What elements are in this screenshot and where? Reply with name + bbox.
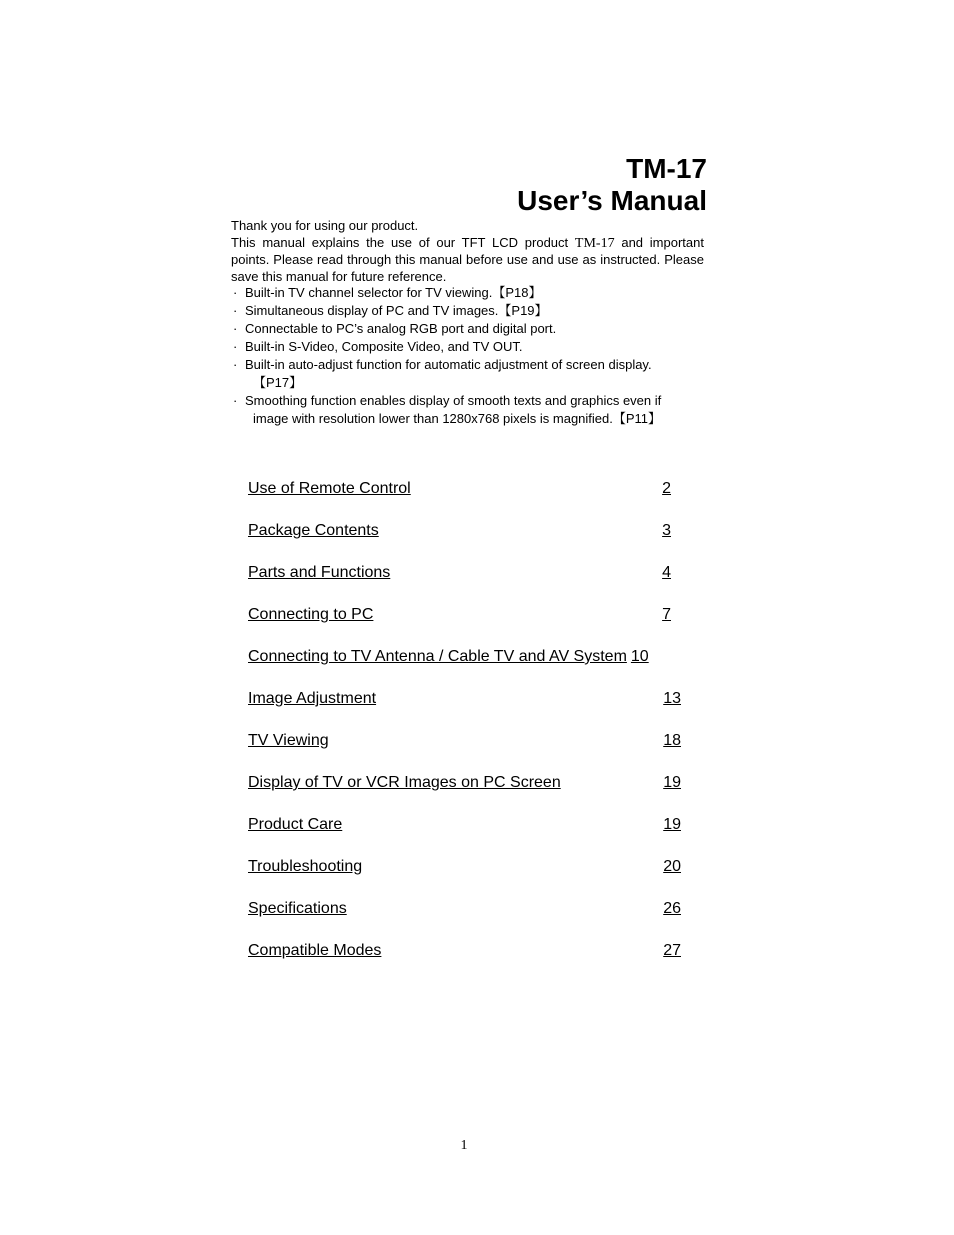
model-title: TM-17 <box>626 153 707 184</box>
feature-text: Built-in auto-adjust function for automatic adjustment of screen display. <box>245 357 652 372</box>
toc-entry-troubleshooting[interactable] <box>248 855 681 897</box>
bullet-mark: · <box>233 303 238 318</box>
toc-entry-connecting-to-pc[interactable] <box>248 603 671 645</box>
toc-entry-tv-viewing[interactable] <box>248 729 681 771</box>
intro-model-name: TM-17 <box>574 235 615 251</box>
toc-entry-title: Product Care <box>248 816 343 833</box>
toc-entry-page: 26 <box>663 900 681 917</box>
toc-entry-page: 13 <box>663 690 681 707</box>
bullet-mark: · <box>233 285 238 300</box>
table-of-contents <box>248 477 688 981</box>
toc-entry-compatible-modes[interactable] <box>248 939 681 981</box>
bullet-mark: · <box>233 339 238 354</box>
bullet-mark: · <box>233 321 238 336</box>
toc-entry-display-on-pc[interactable] <box>248 771 681 813</box>
intro-thanks: Thank you for using our product. <box>231 218 419 233</box>
manual-subtitle: User’s Manual <box>517 185 707 216</box>
feature-item <box>233 356 708 392</box>
bullet-mark: · <box>233 393 238 408</box>
feature-text: Built-in TV channel selector for TV viewing.【P18】 <box>245 285 542 300</box>
toc-entry-page: 3 <box>662 522 671 539</box>
feature-item <box>233 284 708 302</box>
toc-entry-page: 2 <box>662 480 671 497</box>
toc-entry-image-adjustment[interactable] <box>248 687 681 729</box>
toc-entry-title: Specifications <box>248 900 347 917</box>
toc-entry-page: 19 <box>663 816 681 833</box>
intro-section <box>231 218 704 285</box>
feature-text: Smoothing function enables display of smooth texts and graphics even if <box>245 393 662 408</box>
intro-text-before: This manual explains the use of our TFT LCD product <box>231 234 575 250</box>
feature-item <box>233 302 708 320</box>
toc-entry-title: Use of Remote Control <box>248 480 411 497</box>
feature-text: Connectable to PC’s analog RGB port and digital port. <box>245 321 557 336</box>
bullet-mark: · <box>233 357 238 372</box>
intro-text-after: and important points. Please read through this manual before use and use as instructed. Please save this manual for future reference. <box>231 234 704 284</box>
toc-entry-product-care[interactable] <box>248 813 681 855</box>
document-title <box>517 153 707 217</box>
toc-entry-title: Troubleshooting <box>248 858 363 875</box>
feature-item <box>233 338 708 356</box>
toc-entry-page: 4 <box>662 564 671 581</box>
toc-entry-parts-and-functions[interactable] <box>248 561 671 603</box>
feature-text-continued: image with resolution lower than 1280x768 pixels is magnified.【P11】 <box>253 411 662 426</box>
toc-entry-package-contents[interactable] <box>248 519 671 561</box>
feature-item <box>233 320 708 338</box>
toc-entry-page: 10 <box>630 648 649 665</box>
toc-entry-connecting-to-tv[interactable] <box>248 645 678 687</box>
toc-entry-specifications[interactable] <box>248 897 681 939</box>
feature-text-continued: 【P17】 <box>253 375 303 390</box>
page-number: 1 <box>460 1138 468 1153</box>
toc-entry-page: 18 <box>663 732 681 749</box>
toc-entry-remote-control[interactable] <box>248 477 671 519</box>
toc-entry-title: Compatible Modes <box>248 942 382 959</box>
toc-entry-title: Connecting to PC <box>248 606 374 623</box>
toc-entry-page: 19 <box>663 774 681 791</box>
toc-entry-title: TV Viewing <box>248 732 329 749</box>
feature-text: Simultaneous display of PC and TV images.【P19】 <box>245 303 548 318</box>
toc-entry-page: 27 <box>663 942 681 959</box>
toc-entry-page: 7 <box>662 606 671 623</box>
feature-item <box>233 392 708 428</box>
feature-list <box>233 284 708 428</box>
toc-entry-page: 20 <box>663 858 681 875</box>
feature-text: Built-in S-Video, Composite Video, and TV OUT. <box>245 339 523 354</box>
toc-entry-title: Display of TV or VCR Images on PC Screen <box>248 774 561 791</box>
toc-entry-title: Parts and Functions <box>248 564 391 581</box>
intro-paragraph <box>231 235 704 286</box>
toc-entry-title: Image Adjustment <box>248 690 377 707</box>
toc-entry-title: Connecting to TV Antenna / Cable TV and AV System <box>248 648 627 665</box>
toc-entry-title: Package Contents <box>248 522 379 539</box>
